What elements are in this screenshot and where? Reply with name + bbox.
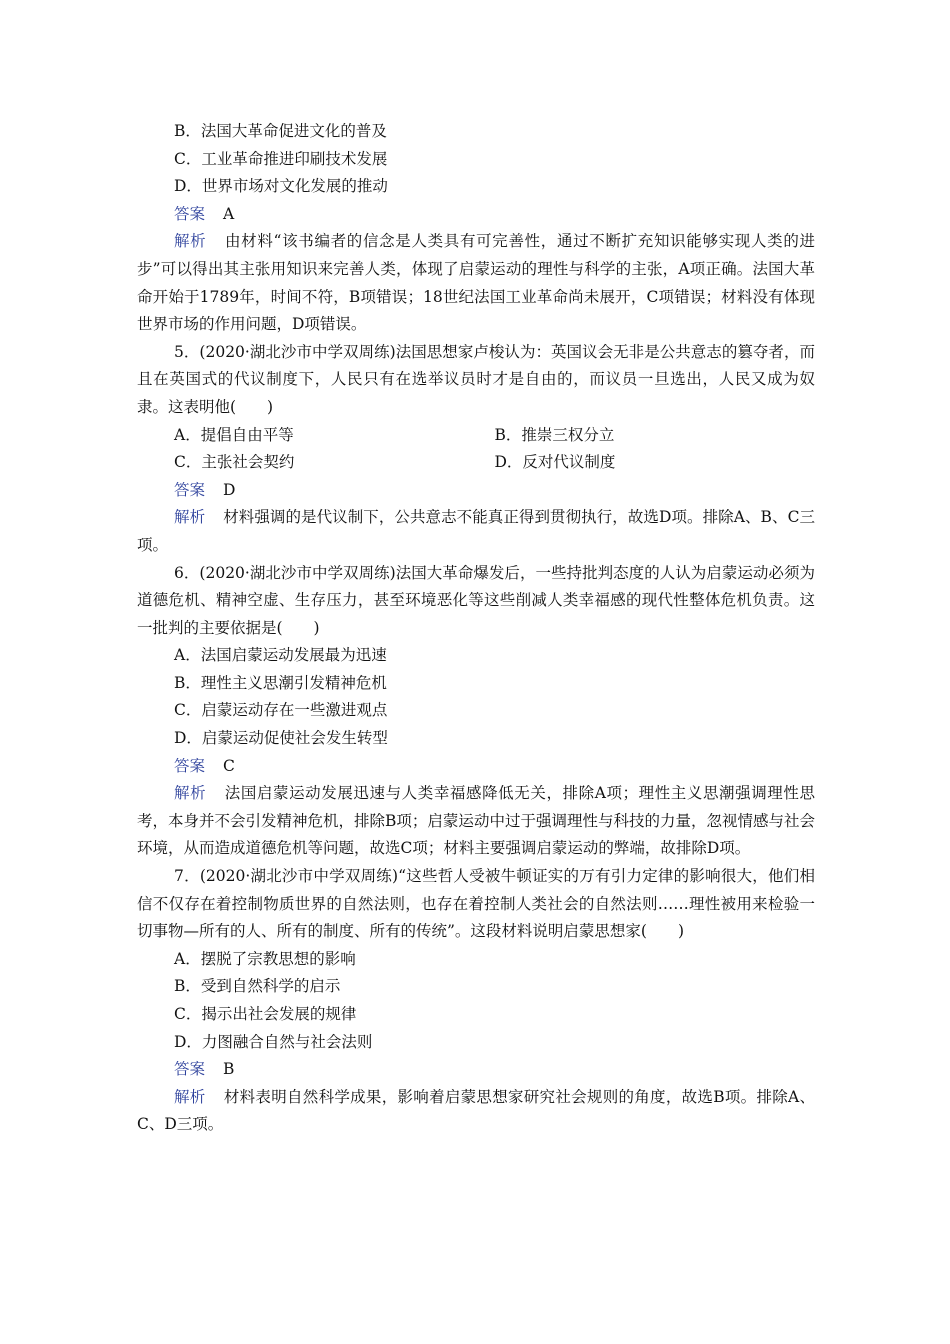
answer-label: 答案 [174,204,206,223]
q4-analysis-line [137,228,815,338]
q7-stem: 7．(2020·湖北沙市中学双周练)“这些哲人受被牛顿证实的万有引力定律的影响很大，他们相信不仅存在着控制物质世界的自然法则，也存在着控制人类社会的自然法则……理性被用来检验一切事物—所有的人、所有的制度、所有的传统”。这段材料说明启蒙思想家( ) [137,867,815,941]
analysis-label: 解析 [174,784,207,803]
q5-analysis-line [137,504,815,559]
analysis-label: 解析 [174,232,207,251]
q7-option-d: D．力图融合自然与社会法则 [174,1032,373,1051]
q6-option-c: C．启蒙运动存在一些激进观点 [174,701,388,720]
question-4-tail [137,118,815,339]
q5-option-a: A．提倡自由平等 [174,425,294,444]
analysis-label: 解析 [174,1087,206,1106]
q4-answer-line [137,201,815,229]
q4-answer: A [223,204,235,223]
q5-option-d: D．反对代议制度 [494,453,616,472]
answer-label: 答案 [174,1060,206,1079]
q5-analysis: 材料强调的是代议制下，公共意志不能真正得到贯彻执行，故选D项。排除A、B、C三项。 [137,508,815,554]
q7-option-a: A．摆脱了宗教思想的影响 [174,949,356,968]
q5-option-b: B．推崇三权分立 [494,425,615,444]
analysis-label: 解析 [174,508,206,527]
q4-analysis: 由材料“该书编者的信念是人类具有可完善性，通过不断扩充知识能够实现人类的进步”可以得出其主张用知识来完善人类，体现了启蒙运动的理性与科学的主张，A项正确。法国大革命开始于1789年，时间不符，B项错误；18世纪法国工业革命尚未展开，C项错误；材料没有体现世界市场的作用问题，D项错误。 [137,232,815,334]
document-page [137,118,815,1139]
q7-analysis-line [137,1084,815,1139]
q7-answer: B [223,1060,235,1079]
q6-answer-line [137,753,815,781]
answer-label: 答案 [174,480,206,499]
q5-answer: D [223,480,236,499]
q6-answer: C [223,756,235,775]
q5-answer-line [137,477,815,505]
q6-analysis: 法国启蒙运动发展迅速与人类幸福感降低无关，排除A项；理性主义思潮强调理性思考，本身并不会引发精神危机，排除B项；启蒙运动中过于强调理性与科技的力量，忽视情感与社会环境，从而造成道德危机等问题，故选C项；材料主要强调启蒙运动的弊端，故排除D项。 [137,784,815,858]
question-5 [137,339,815,560]
q5-option-c: C．主张社会契约 [174,453,295,472]
q6-option-b: B．理性主义思潮引发精神危机 [174,673,387,692]
question-7 [137,863,815,1139]
q5-options-row-1 [137,422,815,450]
answer-label: 答案 [174,756,206,775]
q7-analysis: 材料表明自然科学成果，影响着启蒙思想家研究社会规则的角度，故选B项。排除A、C、D三项。 [137,1087,815,1134]
q4-option-b: B．法国大革命促进文化的普及 [174,122,387,140]
q6-option-d: D．启蒙运动促使社会发生转型 [174,729,388,748]
q7-option-c: C．揭示出社会发展的规律 [174,1005,357,1023]
q6-option-a: A．法国启蒙运动发展最为迅速 [174,646,387,665]
q5-options-row-2 [137,449,815,477]
q7-answer-line [137,1056,815,1084]
q4-option-d: D．世界市场对文化发展的推动 [174,177,388,196]
q6-stem: 6．(2020·湖北沙市中学双周练)法国大革命爆发后，一些持批判态度的人认为启蒙运动必须为道德危机、精神空虚、生存压力，甚至环境恶化等这些削减人类幸福感的现代性整体危机负责。这一批判的主要依据是( ) [137,563,815,637]
q4-option-c: C．工业革命推进印刷技术发展 [174,149,388,168]
question-6 [137,560,815,864]
q7-option-b: B．受到自然科学的启示 [174,977,341,996]
q5-stem: 5．(2020·湖北沙市中学双周练)法国思想家卢梭认为：英国议会无非是公共意志的篡夺者，而且在英国式的代议制度下，人民只有在选举议员时才是自由的，而议员一旦选出，人民又成为奴隶。这表明他( ) [137,342,815,416]
q6-analysis-line [137,780,815,863]
